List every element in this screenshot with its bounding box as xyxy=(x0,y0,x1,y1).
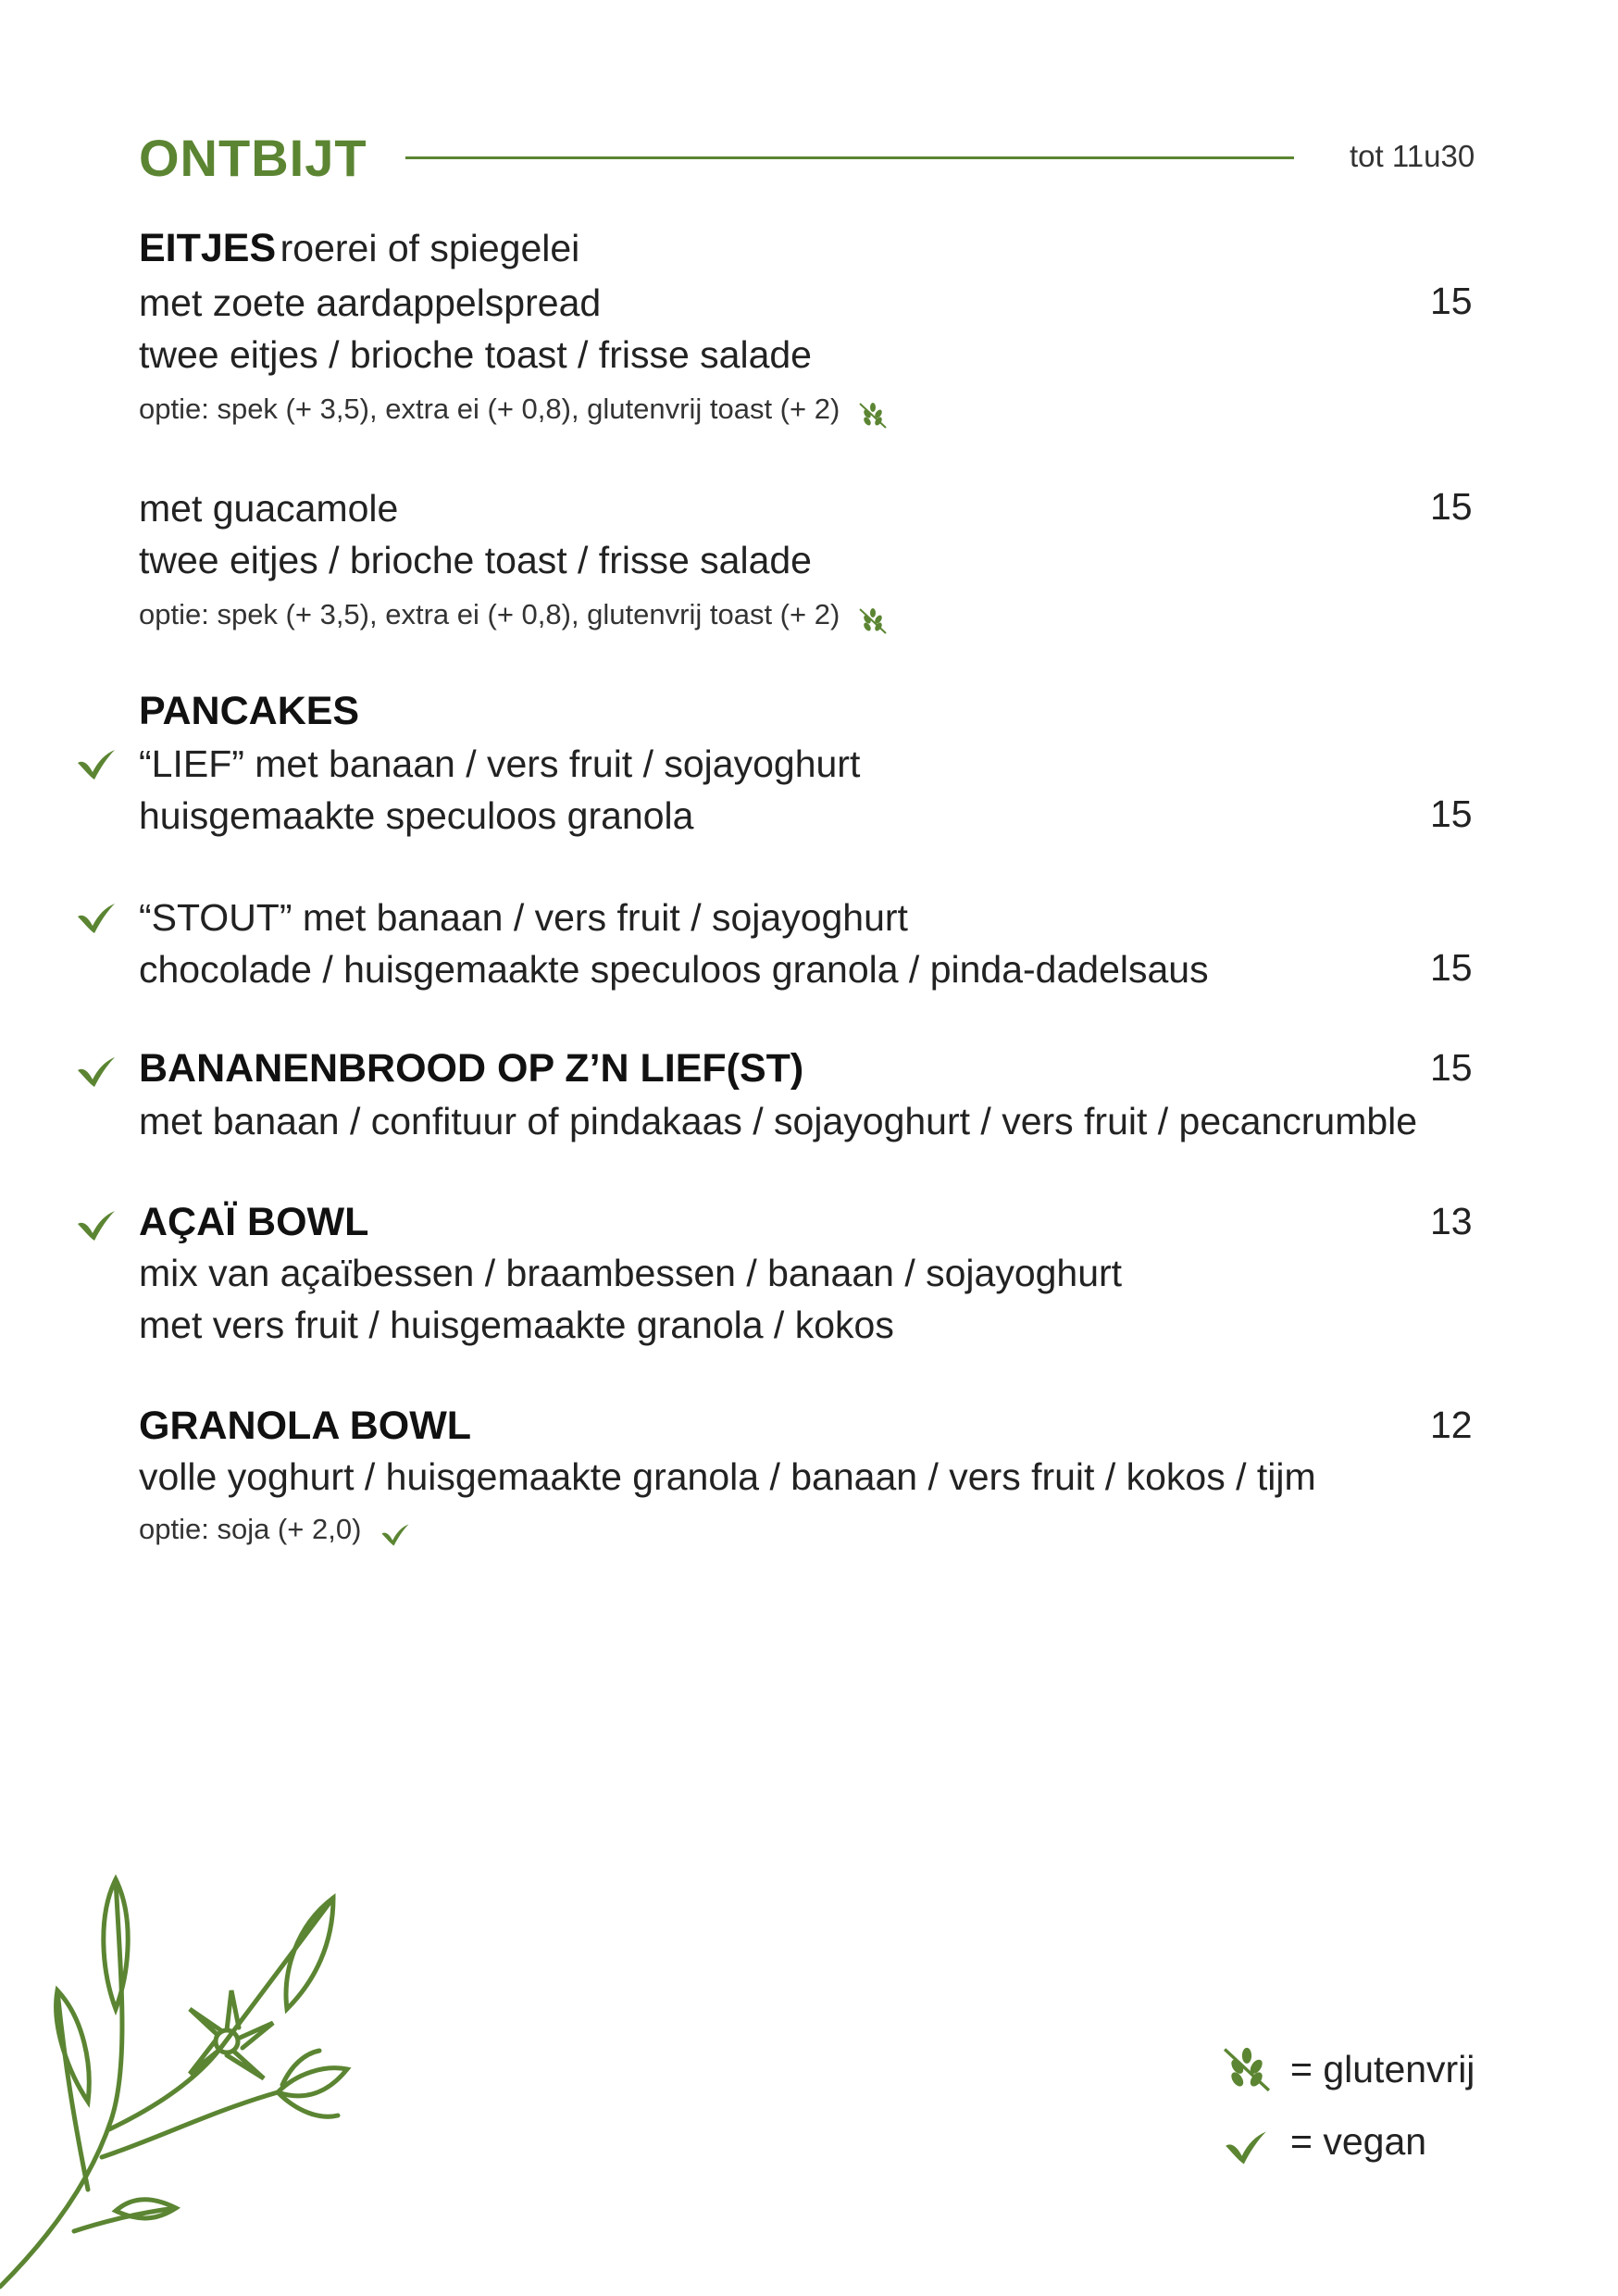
eitjes-name: EITJES xyxy=(139,226,277,270)
eitjes-v1-option: optie: spek (+ 3,5), extra ei (+ 0,8), glutenvrij toast (+ 2) xyxy=(139,393,840,425)
floral-decoration xyxy=(0,1842,370,2296)
section-title: ONTBIJT xyxy=(139,129,367,187)
eitjes-v1-option-row xyxy=(139,393,889,430)
eitjes-v1-price: 15 xyxy=(1430,280,1473,322)
eitjes-subtitle: roerei of spiegelei xyxy=(280,227,580,269)
acai-price: 13 xyxy=(1430,1200,1473,1242)
vegan-icon xyxy=(380,1522,410,1548)
eitjes-v1-line1: met zoete aardappelspread xyxy=(139,281,602,324)
granola-option-row xyxy=(139,1513,410,1548)
eitjes-v2-price: 15 xyxy=(1430,485,1473,528)
granola-name: GRANOLA BOWL xyxy=(139,1404,472,1448)
legend-glutenvrij-label: = glutenvrij xyxy=(1290,2048,1475,2090)
granola-option: optie: soja (+ 2,0) xyxy=(139,1513,362,1545)
granola-desc: volle yoghurt / huisgemaakte granola / banaan / vers fruit / kokos / tijm xyxy=(139,1455,1316,1498)
legend-vegan-icon xyxy=(1224,2129,1268,2166)
pancakes-stout-price: 15 xyxy=(1430,946,1473,989)
opening-hours: tot 11u30 xyxy=(1350,139,1475,173)
pancakes-stout-line1: “STOUT” met banaan / vers fruit / sojayoghurt xyxy=(139,896,908,939)
eitjes-v1-line2: twee eitjes / brioche toast / frisse salade xyxy=(139,333,812,376)
header-divider xyxy=(405,156,1294,159)
legend-vegan-label: = vegan xyxy=(1290,2120,1427,2163)
vegan-icon xyxy=(76,748,117,781)
bananenbrood-name: BANANENBROOD OP Z’N LIEF(ST) xyxy=(139,1046,804,1091)
bananenbrood-desc: met banaan / confituur of pindakaas / sojayoghurt / vers fruit / pecancrumble xyxy=(139,1100,1418,1142)
pancakes-lief-line1: “LIEF” met banaan / vers fruit / sojayoghurt xyxy=(139,742,861,785)
pancakes-lief-price: 15 xyxy=(1430,792,1473,835)
glutenvrij-icon xyxy=(857,605,889,636)
vegan-icon xyxy=(76,902,117,935)
eitjes-heading xyxy=(139,226,579,271)
glutenvrij-icon xyxy=(857,399,889,430)
pancakes-stout-line2: chocolade / huisgemaakte speculoos granola / pinda-dadelsaus xyxy=(139,948,1209,991)
bananenbrood-price: 15 xyxy=(1430,1046,1473,1089)
eitjes-v2-option: optie: spek (+ 3,5), extra ei (+ 0,8), glutenvrij toast (+ 2) xyxy=(139,598,840,630)
pancakes-lief-line2: huisgemaakte speculoos granola xyxy=(139,794,694,837)
acai-line1: mix van açaïbessen / braambessen / banaan / sojayoghurt xyxy=(139,1252,1123,1294)
eitjes-v2-option-row xyxy=(139,598,889,636)
pancakes-name: PANCAKES xyxy=(139,689,360,733)
vegan-icon xyxy=(76,1055,117,1089)
vegan-icon xyxy=(76,1209,117,1242)
granola-price: 12 xyxy=(1430,1404,1473,1446)
acai-line2: met vers fruit / huisgemaakte granola / kokos xyxy=(139,1304,894,1346)
eitjes-v2-line1: met guacamole xyxy=(139,487,399,530)
acai-name: AÇAÏ BOWL xyxy=(139,1200,369,1244)
legend-glutenvrij-icon xyxy=(1220,2041,1274,2095)
eitjes-v2-line2: twee eitjes / brioche toast / frisse salade xyxy=(139,539,812,581)
